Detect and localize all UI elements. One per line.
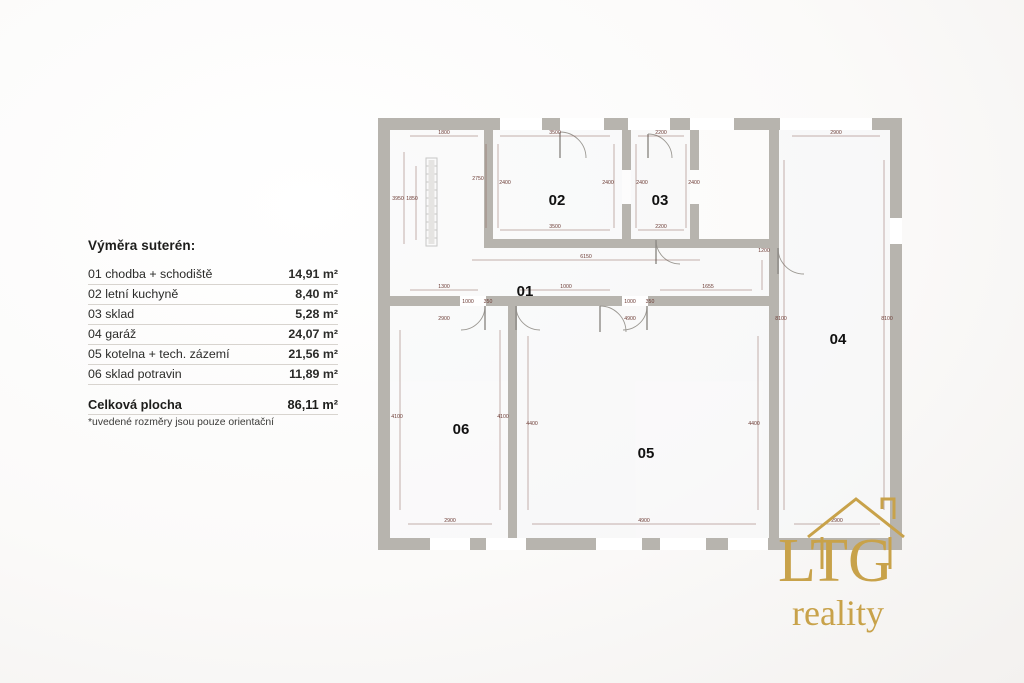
dimension-label: 2750 — [472, 176, 484, 182]
dimension-label: 2200 — [655, 224, 667, 230]
legend-row — [88, 345, 338, 365]
dimension-label: 1850 — [406, 196, 418, 202]
floorplan — [360, 100, 920, 570]
legend-total — [88, 397, 338, 414]
legend-row-label: 05 kotelna + tech. zázemí — [88, 347, 230, 361]
legend-row — [88, 285, 338, 305]
dimension-label: 2900 — [830, 130, 842, 136]
room-label-04: 04 — [829, 331, 847, 348]
legend-total-label: Celková plocha — [88, 397, 182, 412]
dimension-label: 2900 — [438, 316, 450, 322]
dimension-label: 2400 — [636, 180, 648, 186]
room-label-03: 03 — [651, 192, 669, 209]
dimension-label: 2200 — [655, 130, 667, 136]
legend-note: *uvedené rozměry jsou pouze orientační — [88, 414, 338, 428]
watermark-brand: LTG — [778, 527, 893, 595]
legend-total-value: 86,11 m² — [287, 397, 338, 412]
legend-row — [88, 265, 338, 285]
legend-row — [88, 325, 338, 345]
dimension-label: 4100 — [391, 414, 403, 420]
dimension-label: 3950 — [392, 196, 404, 202]
dimension-label: 4400 — [748, 421, 760, 427]
dimension-label: 1000 — [560, 284, 572, 290]
room-label-05: 05 — [637, 445, 655, 462]
legend-row-value: 8,40 m² — [295, 287, 338, 301]
dimension-label: 1000 — [624, 299, 636, 305]
legend-title: Výměra suterén: — [88, 238, 196, 253]
dimension-label: 1000 — [462, 299, 474, 305]
room-label-06: 06 — [452, 421, 470, 438]
dimension-label: 8100 — [881, 316, 893, 322]
dimension-label: 2900 — [444, 518, 456, 524]
dimension-label: 4100 — [497, 414, 509, 420]
legend-row-value: 5,28 m² — [295, 307, 338, 321]
dimension-label: 2400 — [602, 180, 614, 186]
room-label-02: 02 — [548, 192, 566, 209]
dimension-label: 350 — [645, 299, 655, 305]
legend-row-value: 21,56 m² — [288, 347, 338, 361]
room-label-01: 01 — [516, 283, 534, 300]
legend-row-label: 02 letní kuchyně — [88, 287, 179, 301]
legend-row — [88, 305, 338, 325]
dimension-label: 1655 — [702, 284, 714, 290]
dimension-label: 4900 — [624, 316, 636, 322]
watermark-tagline: reality — [792, 593, 884, 633]
legend-row-value: 24,07 m² — [288, 327, 338, 341]
legend-row-label: 06 sklad potravin — [88, 367, 182, 381]
dimension-label: 6150 — [580, 254, 592, 260]
dimension-label: 350 — [483, 299, 493, 305]
dimension-label: 1200 — [758, 248, 770, 254]
dimension-label: 1300 — [438, 284, 450, 290]
legend-row-value: 14,91 m² — [288, 267, 338, 281]
dimension-label: 8100 — [775, 316, 787, 322]
area-legend — [88, 238, 338, 428]
dimension-label: 2400 — [499, 180, 511, 186]
dimension-label: 2400 — [688, 180, 700, 186]
dimension-label: 2900 — [831, 518, 843, 524]
dimension-label: 4900 — [638, 518, 650, 524]
legend-row-label: 01 chodba + schodiště — [88, 267, 213, 281]
legend-row-label: 04 garáž — [88, 327, 137, 341]
dimension-label: 1800 — [438, 130, 450, 136]
dimension-label: 3500 — [549, 224, 561, 230]
room-fills — [390, 130, 890, 538]
dimension-label: 3500 — [549, 130, 561, 136]
legend-row-label: 03 sklad — [88, 307, 135, 321]
legend-row — [88, 365, 338, 385]
dimension-label: 4400 — [526, 421, 538, 427]
legend-row-value: 11,89 m² — [289, 367, 338, 381]
